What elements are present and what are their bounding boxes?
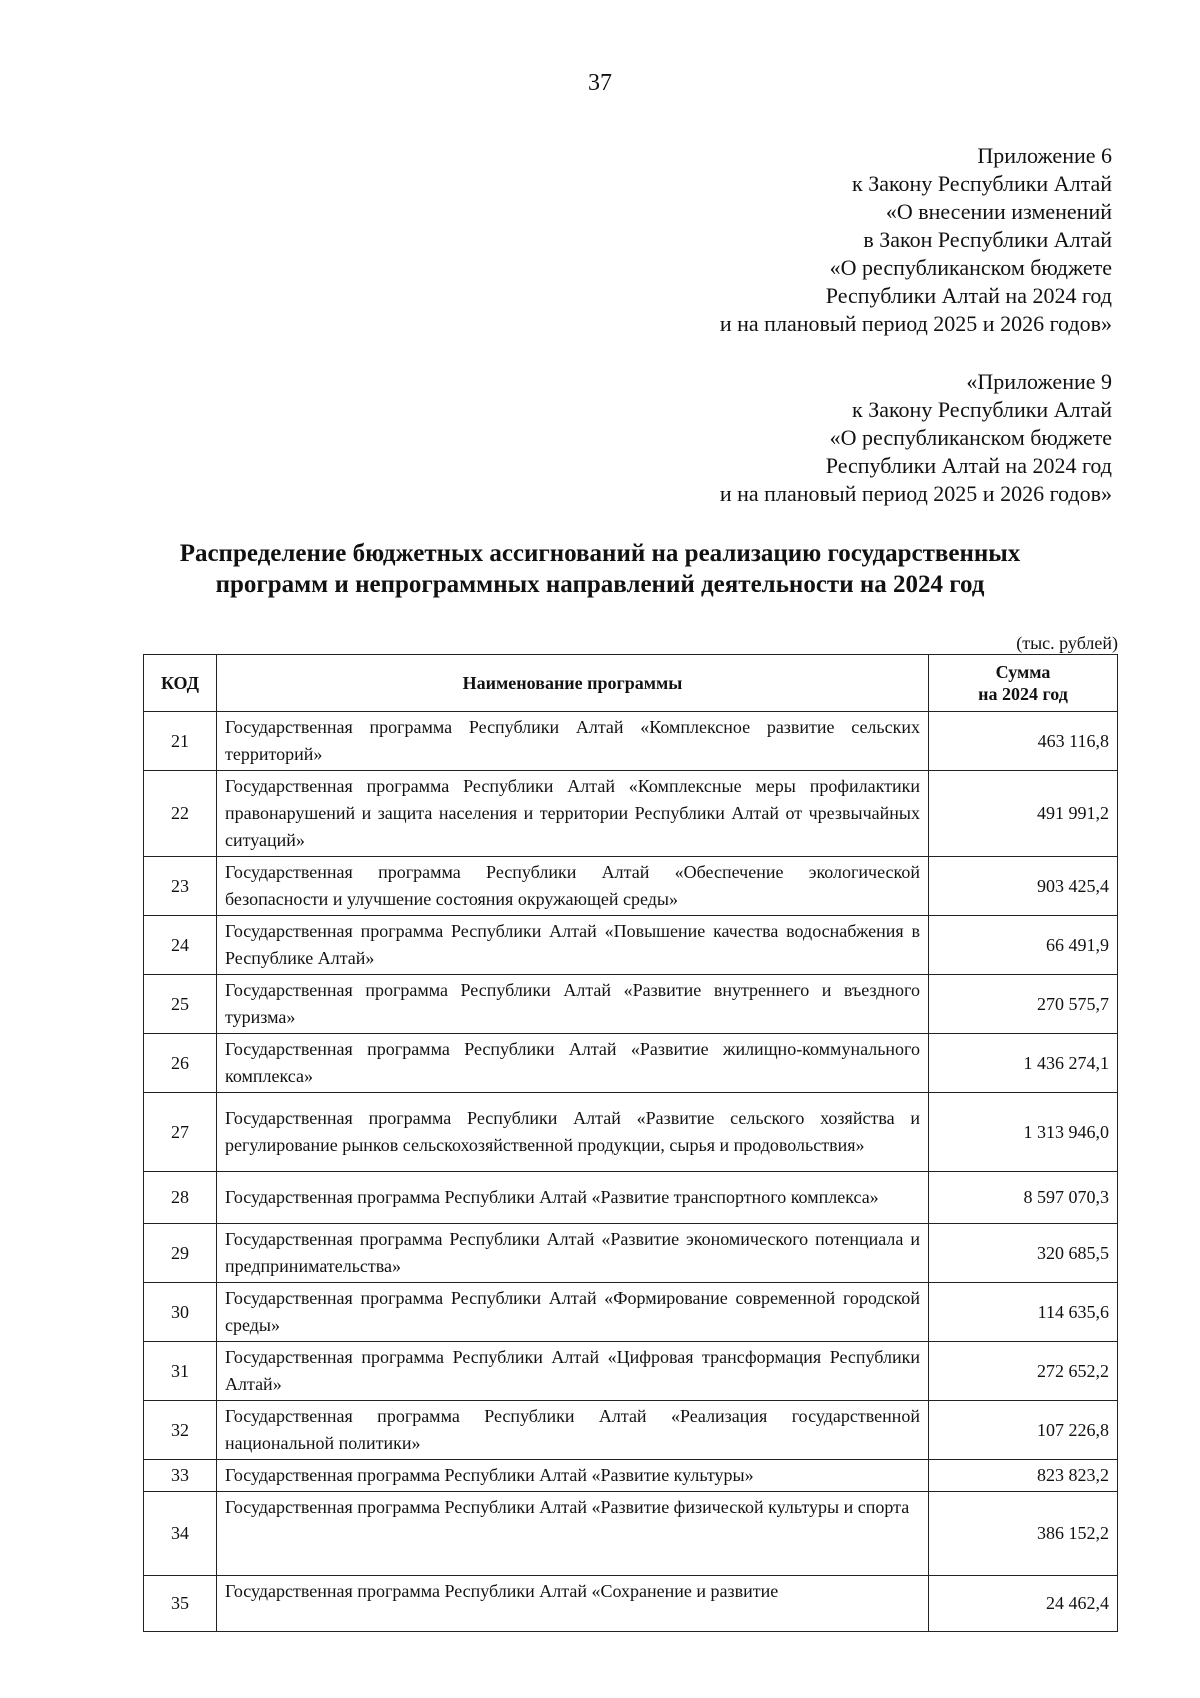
row-code: 29: [144, 1224, 217, 1283]
row-name: Государственная программа Республики Алтай «Развитие культуры»: [217, 1460, 929, 1492]
table-row: [144, 1034, 1118, 1093]
appendix-line: к Закону Республики Алтай: [852, 171, 1112, 196]
table-row: [144, 1093, 1118, 1172]
row-sum: 24 462,4: [929, 1576, 1118, 1632]
row-name: Государственная программа Республики Алтай «Развитие физической культуры и спорта: [217, 1492, 929, 1576]
row-name: Государственная программа Республики Алтай «Формирование современной городской среды»: [217, 1283, 929, 1342]
row-sum: 270 575,7: [929, 975, 1118, 1034]
table-row: [144, 1576, 1118, 1632]
appendix-line: «Приложение 9: [966, 369, 1112, 394]
header-code: КОД: [144, 655, 217, 712]
table-header-row: [144, 655, 1118, 712]
table-row: [144, 857, 1118, 916]
table-row: [144, 1283, 1118, 1342]
row-sum: 8 597 070,3: [929, 1172, 1118, 1224]
header-name: Наименование программы: [217, 655, 929, 712]
row-name: Государственная программа Республики Алтай «Реализация государственной национальной политики»: [217, 1401, 929, 1460]
row-sum: 491 991,2: [929, 771, 1118, 857]
appendix-line: «О республиканском бюджете: [829, 425, 1112, 450]
table-row: [144, 1224, 1118, 1283]
header-sum-line: Сумма: [995, 662, 1051, 682]
row-sum: 823 823,2: [929, 1460, 1118, 1492]
row-sum: 107 226,8: [929, 1401, 1118, 1460]
row-sum: 272 652,2: [929, 1342, 1118, 1401]
row-code: 21: [144, 712, 217, 771]
row-sum: 463 116,8: [929, 712, 1118, 771]
row-name: Государственная программа Республики Алтай «Повышение качества водоснабжения в Республике Алтай»: [217, 916, 929, 975]
row-sum: 1 313 946,0: [929, 1093, 1118, 1172]
appendix-line: и на плановый период 2025 и 2026 годов»: [719, 311, 1112, 336]
appendix-line: Республики Алтай на 2024 год: [825, 283, 1112, 308]
row-sum: 386 152,2: [929, 1492, 1118, 1576]
title-line: Распределение бюджетных ассигнований на реализацию государственных: [179, 540, 1021, 567]
table-body: [144, 712, 1118, 1632]
appendix-line: Приложение 6: [977, 143, 1112, 168]
table-row: [144, 771, 1118, 857]
row-name: Государственная программа Республики Алтай «Комплексное развитие сельских территорий»: [217, 712, 929, 771]
row-name: Государственная программа Республики Алтай «Развитие транспортного комплекса»: [217, 1172, 929, 1224]
appendix-9-header: [720, 368, 1112, 508]
row-code: 32: [144, 1401, 217, 1460]
document-title: [100, 538, 1100, 600]
row-sum: 1 436 274,1: [929, 1034, 1118, 1093]
appendix-line: «О внесении изменений: [885, 199, 1112, 224]
page-number: 37: [588, 70, 612, 96]
row-name: Государственная программа Республики Алтай «Комплексные меры профилактики правонарушений и защита населения и территории Республики Алтай от чрезвычайных ситуаций»: [217, 771, 929, 857]
table-row: [144, 916, 1118, 975]
table-row: [144, 1492, 1118, 1576]
table-row: [144, 975, 1118, 1034]
table-row: [144, 1401, 1118, 1460]
appendix-line: в Закон Республики Алтай: [863, 227, 1112, 252]
row-name: Государственная программа Республики Алтай «Цифровая трансформация Республики Алтай»: [217, 1342, 929, 1401]
row-code: 31: [144, 1342, 217, 1401]
row-code: 24: [144, 916, 217, 975]
appendix-6-header: [720, 142, 1112, 338]
appendix-line: и на плановый период 2025 и 2026 годов»: [719, 481, 1112, 506]
appendix-line: Республики Алтай на 2024 год: [825, 453, 1112, 478]
row-sum: 320 685,5: [929, 1224, 1118, 1283]
row-name: Государственная программа Республики Алтай «Развитие жилищно-коммунального комплекса»: [217, 1034, 929, 1093]
row-code: 34: [144, 1492, 217, 1576]
row-sum: 66 491,9: [929, 916, 1118, 975]
row-code: 23: [144, 857, 217, 916]
row-code: 22: [144, 771, 217, 857]
row-code: 33: [144, 1460, 217, 1492]
row-sum: 114 635,6: [929, 1283, 1118, 1342]
budget-table: [143, 654, 1118, 1632]
title-line: программ и непрограммных направлений деятельности на 2024 год: [215, 571, 985, 598]
row-name: Государственная программа Республики Алтай «Сохранение и развитие: [217, 1576, 929, 1632]
header-sum: [929, 655, 1118, 712]
row-name: Государственная программа Республики Алтай «Развитие сельского хозяйства и регулирование рынков сельскохозяйственной продукции, сырья и продовольствия»: [217, 1093, 929, 1172]
units-label: (тыс. рублей): [1016, 633, 1118, 653]
row-code: 28: [144, 1172, 217, 1224]
row-code: 35: [144, 1576, 217, 1632]
row-code: 26: [144, 1034, 217, 1093]
appendix-line: «О республиканском бюджете: [829, 255, 1112, 280]
table-row: [144, 1342, 1118, 1401]
row-name: Государственная программа Республики Алтай «Обеспечение экологической безопасности и улучшение состояния окружающей среды»: [217, 857, 929, 916]
header-sum-line: на 2024 год: [978, 684, 1068, 704]
appendix-line: к Закону Республики Алтай: [852, 397, 1112, 422]
table-row: [144, 1460, 1118, 1492]
row-sum: 903 425,4: [929, 857, 1118, 916]
row-name: Государственная программа Республики Алтай «Развитие внутреннего и въездного туризма»: [217, 975, 929, 1034]
table-row: [144, 712, 1118, 771]
table-row: [144, 1172, 1118, 1224]
row-code: 30: [144, 1283, 217, 1342]
row-code: 25: [144, 975, 217, 1034]
row-code: 27: [144, 1093, 217, 1172]
row-name: Государственная программа Республики Алтай «Развитие экономического потенциала и предпринимательства»: [217, 1224, 929, 1283]
